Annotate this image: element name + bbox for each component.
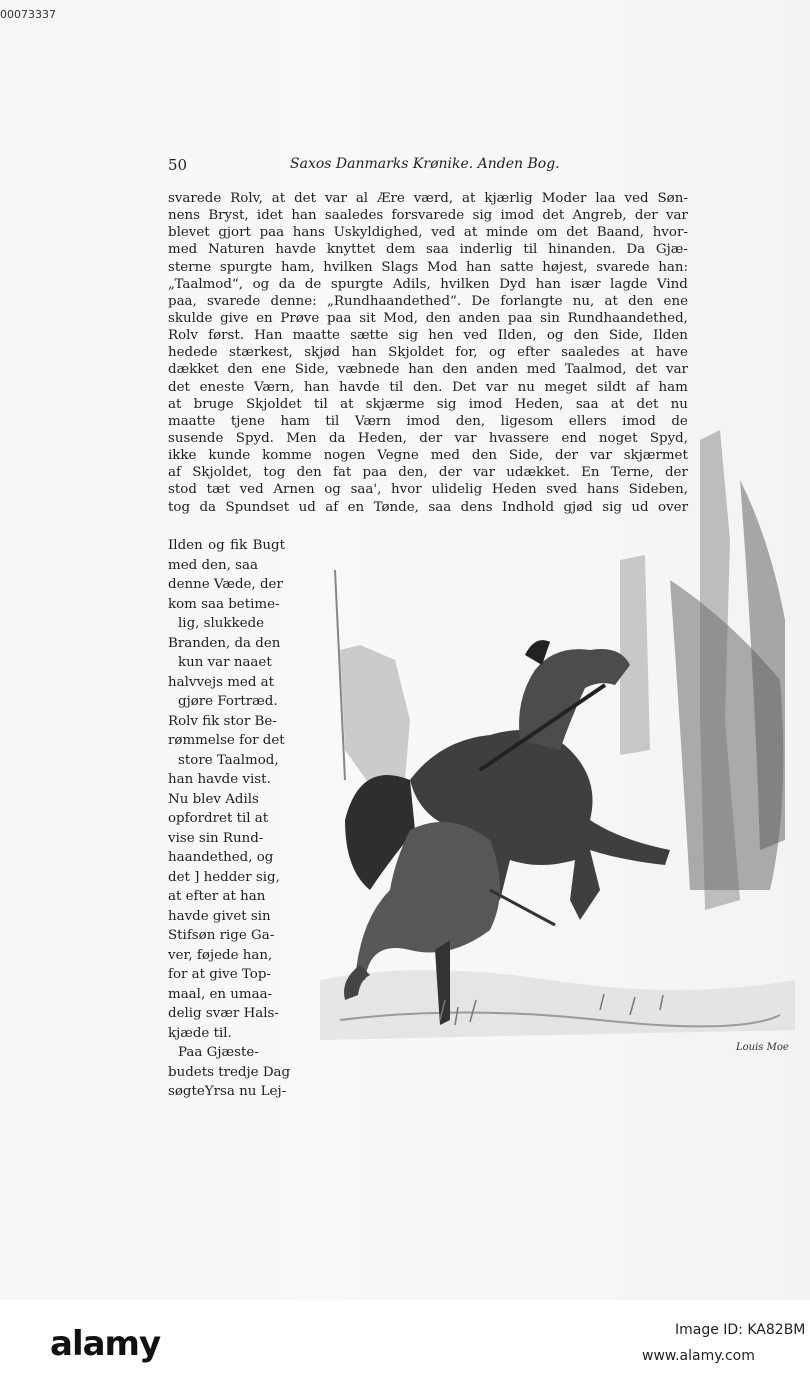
text-line: paa, svarede denne: „Rundhaandethed“. De forlangte nu, at den ene bbox=[168, 293, 688, 309]
text-line: ikke kunde komme nogen Vegne med den Side, der var skjærmet bbox=[168, 448, 688, 464]
running-title: Saxos Danmarks Krønike. Anden Bog. bbox=[290, 156, 560, 172]
text-line: at bruge Skjoldet til at skjærme sig imod Heden, saa at det nu bbox=[168, 396, 688, 412]
text-line: med Naturen havde knyttet dem saa inderlig til hinanden. Da Gjæ- bbox=[168, 242, 688, 258]
column-line: Branden, da den bbox=[168, 635, 281, 651]
text-line: det eneste Værn, han havde til den. Det var nu meget sildt af ham bbox=[168, 379, 688, 395]
text-line: „Taalmod“, og da de spurgte Adils, hvilken Dyd han især lagde Vind bbox=[168, 276, 688, 292]
text-line: sterne spurgte ham, hvilken Slags Mod han satte højest, svarede han: bbox=[168, 259, 688, 275]
column-line: Stifsøn rige Ga- bbox=[168, 928, 275, 943]
text-line: svarede Rolv, at det var al Ære værd, at kjærlig Moder laa ved Søn- bbox=[168, 191, 688, 206]
column-line: med den, saa bbox=[168, 557, 258, 573]
column-line: gjøre Fortræd. bbox=[178, 694, 278, 709]
text-line: Rolv først. Han maatte sætte sig hen ved Ilden, og den Side, Ilden bbox=[168, 328, 688, 344]
text-line: dækket den ene Side, væbnede han den anden med Taalmod, det var bbox=[168, 362, 688, 378]
column-line: store Taalmod, bbox=[178, 752, 279, 768]
image-id-label: Image ID: KA82BM bbox=[675, 1322, 806, 1338]
column-line: delig svær Hals- bbox=[168, 1006, 279, 1021]
column-line: kjæde til. bbox=[168, 1025, 232, 1041]
column-line: havde givet sin bbox=[168, 908, 271, 924]
text-line: susende Spyd. Men da Heden, der var hvassere end noget Spyd, bbox=[168, 430, 688, 446]
column-line: vise sin Rund- bbox=[168, 830, 264, 846]
text-line: maatte tjene ham til Værn imod den, ligesom ellers imod de bbox=[168, 413, 688, 429]
page-number: 50 bbox=[168, 156, 188, 174]
brand-logo: alamy bbox=[50, 1324, 161, 1364]
column-line: Ilden og fik Bugt bbox=[168, 538, 285, 553]
text-line: stod tæt ved Arnen og saa', hvor ulidelig Heden sved hans Sideben, bbox=[168, 482, 688, 498]
column-line: for at give Top- bbox=[168, 967, 271, 982]
text-line: nens Bryst, idet han saaledes forsvarede sig imod det Angreb, der var bbox=[168, 208, 688, 224]
column-line: Nu blev Adils bbox=[168, 791, 259, 807]
text-line: hedede stærkest, skjød han Skjoldet for, og efter saaledes at have bbox=[168, 345, 688, 361]
column-line: opfordret til at bbox=[168, 811, 269, 826]
column-line: kun var naaet bbox=[178, 655, 272, 670]
column-line: budets tredje Dag bbox=[168, 1064, 291, 1080]
site-url-link[interactable]: www.alamy.com bbox=[642, 1348, 755, 1364]
narrow-column-text-block bbox=[168, 536, 291, 1102]
artist-signature: Louis Moe bbox=[736, 1042, 789, 1053]
column-line: maal, en umaa- bbox=[168, 986, 273, 1002]
column-line: ver, føjede han, bbox=[168, 947, 273, 963]
text-line: af Skjoldet, tog den fat paa den, der var udækket. En Terne, der bbox=[168, 465, 688, 481]
column-line: Paa Gjæste- bbox=[178, 1045, 259, 1060]
column-line: Rolv fik stor Be- bbox=[168, 713, 277, 729]
engraving-horseman-falling-icon bbox=[300, 420, 795, 1070]
corner-id: 00073337 bbox=[0, 8, 56, 21]
column-line: at efter at han bbox=[168, 889, 266, 904]
column-line: halvvejs med at bbox=[168, 674, 275, 690]
text-line: skulde give en Prøve paa sit Mod, den anden paa sin Rundhaandethed, bbox=[168, 310, 688, 326]
text-line: blevet gjort paa hans Uskyldighed, ved at minde om det Baand, hvor- bbox=[168, 225, 688, 241]
column-line: haandethed, og bbox=[168, 850, 274, 865]
column-line: det ] hedder sig, bbox=[168, 869, 280, 885]
column-line: søgteYrsa nu Lej- bbox=[168, 1084, 287, 1099]
watermark-bar bbox=[0, 1300, 810, 1390]
column-line: kom saa betime- bbox=[168, 596, 280, 612]
column-line: lig, slukkede bbox=[178, 616, 265, 631]
column-line: denne Væde, der bbox=[168, 577, 283, 592]
column-line: han havde vist. bbox=[168, 772, 271, 787]
column-line: rømmelse for det bbox=[168, 733, 285, 748]
text-line: tog da Spundset ud af en Tønde, saa dens Indhold gjød sig ud over bbox=[168, 499, 688, 515]
